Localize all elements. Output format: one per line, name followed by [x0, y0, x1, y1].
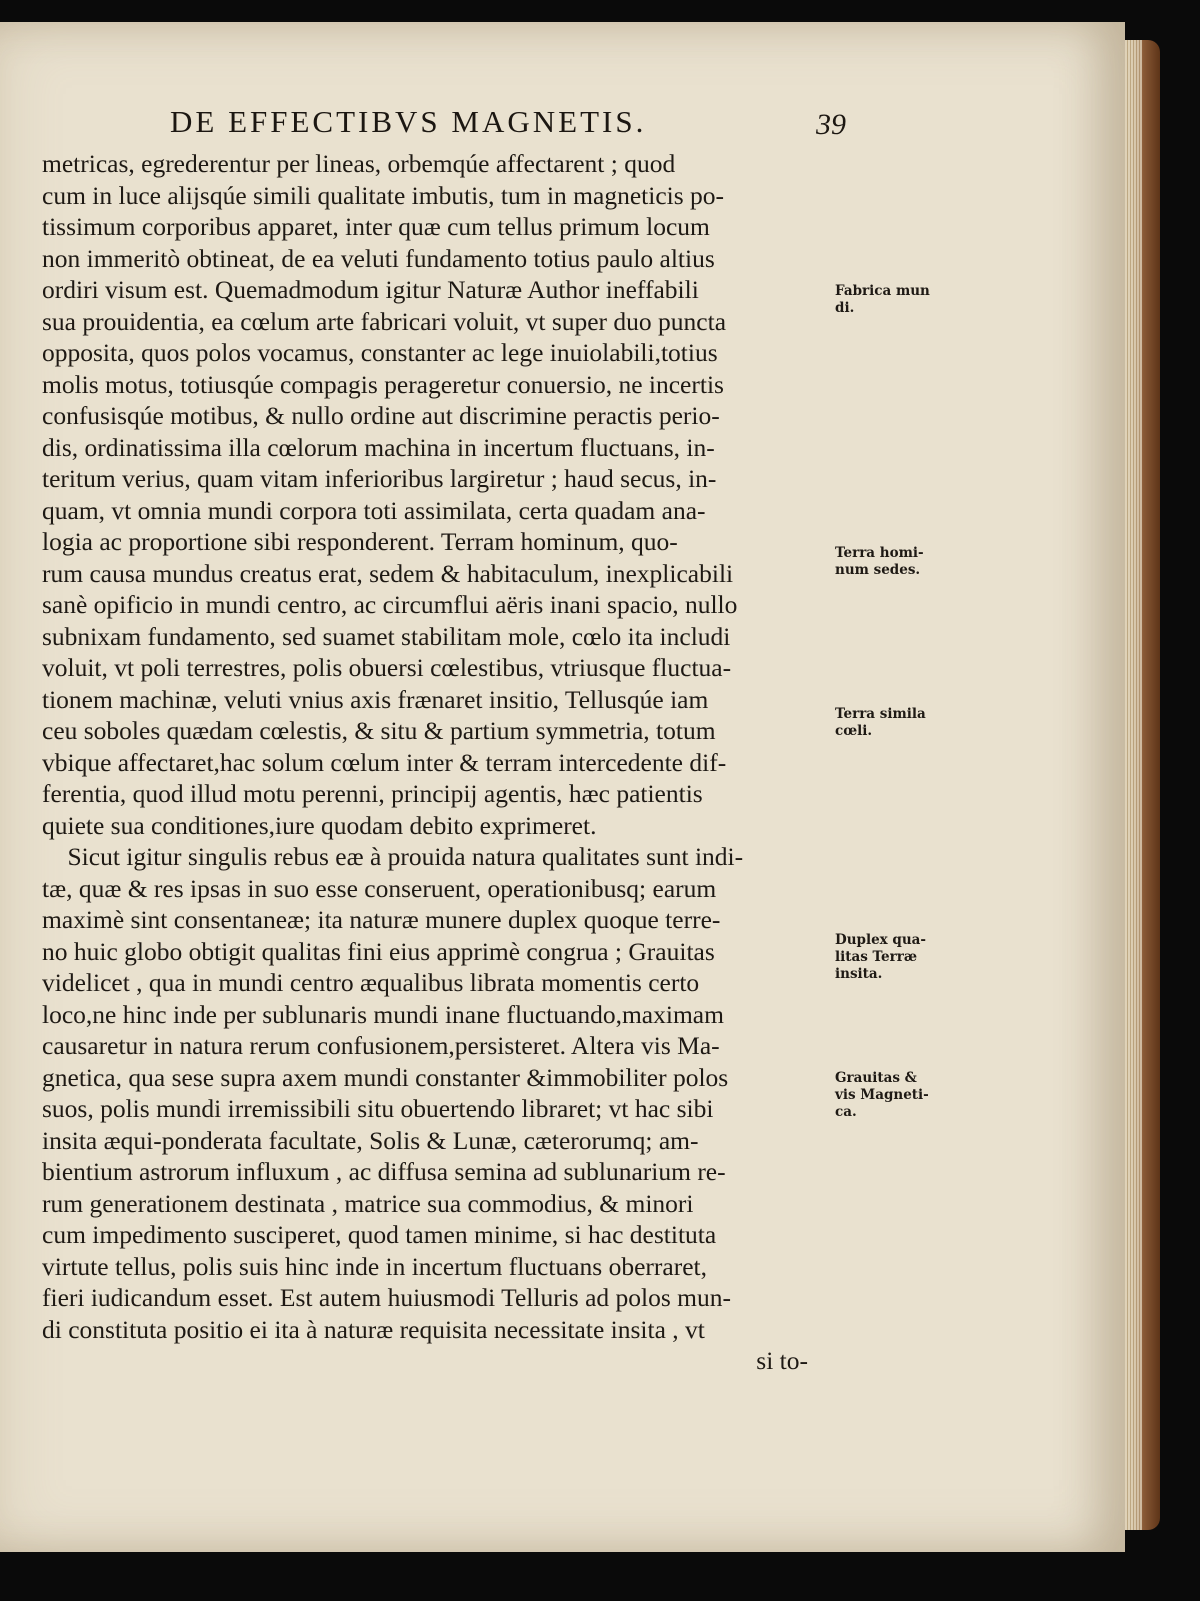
margin-note-fabrica-mundi [835, 283, 960, 317]
running-title: DE EFFECTIBVS MAGNETIS. [170, 104, 647, 139]
margin-note-line: Fabrica mun [835, 283, 930, 299]
text-line: sua prouidentia, ea cœlum arte fabricari voluit, vt super duo puncta [42, 306, 727, 336]
text-line: ceu soboles quædam cœlestis, & situ & partium symmetria, totum [42, 716, 716, 745]
text-line: non immeritò obtineat, de ea veluti fundamento totius paulo altius [42, 243, 715, 273]
body-text [42, 148, 842, 1377]
text-line: tionem machinæ, veluti vnius axis frænaret insitio, Tellusqúe iam [42, 684, 709, 714]
text-line: virtute tellus, polis suis hinc inde in incertum fluctuans oberraret, [42, 1251, 707, 1281]
text-line: ferentia, quod illud motu perenni, principij agentis, hæc patientis [42, 779, 703, 808]
margin-note-line: vis Magneti- [835, 1087, 929, 1103]
text-line: ordiri visum est. Quemadmodum igitur Naturæ Author ineffabili [42, 275, 699, 304]
text-line: vbique affectaret,hac solum cœlum inter & terram intercedente dif- [42, 747, 727, 777]
text-line: logia ac proportione sibi responderent. Terram hominum, quo- [42, 527, 678, 556]
text-line: maximè sint consentaneæ; ita naturæ munere duplex quoque terre- [42, 905, 721, 934]
margin-note-line: insita. [835, 966, 883, 982]
margin-note-line: cœli. [835, 723, 873, 739]
text-line: bientium astrorum influxum , ac diffusa semina ad sublunarium re- [42, 1157, 726, 1186]
text-line: quiete sua conditiones,iure quodam debito exprimeret. [42, 810, 597, 840]
text-line: molis motus, totiusqúe compagis perageretur conuersio, ne incertis [42, 369, 724, 399]
margin-note-line: Terra homi- [835, 545, 924, 561]
text-line: subnixam fundamento, sed suamet stabilitam mole, cœlo ita includi [42, 621, 731, 651]
text-line: rum generationem destinata , matrice sua commodius, & minori [42, 1188, 694, 1218]
text-line: videlicet , qua in mundi centro æqualibus librata momentis certo [42, 968, 700, 997]
margin-note-line: di. [835, 300, 855, 316]
text-line: rum causa mundus creatus erat, sedem & habitaculum, inexplicabili [42, 558, 734, 588]
text-line: voluit, vt poli terrestres, polis obuersi cœlestibus, vtriusque fluctua- [42, 653, 732, 682]
text-line: quam, vt omnia mundi corpora toti assimilata, certa quadam ana- [42, 495, 706, 525]
text-line: cum impedimento susciperet, quod tamen minime, si hac destituta [42, 1220, 717, 1249]
margin-note-line: litas Terræ [835, 949, 918, 965]
margin-note-terra-similis [835, 706, 960, 740]
paragraph-start-line: Sicut igitur singulis rebus eæ à prouida natura qualitates sunt indi- [42, 842, 744, 871]
margin-note-line: Grauitas & [835, 1070, 917, 1086]
text-line: loco,ne hinc inde per sublunaris mundi inane fluctuando,maximam [42, 999, 724, 1029]
text-line: opposita, quos polos vocamus, constanter ac lege inuiolabili,totius [42, 338, 718, 367]
margin-note-grauitas [835, 1070, 960, 1121]
text-line: tæ, quæ & res ipsas in suo esse conseruent, operationibusq; earum [42, 873, 717, 903]
text-line: di constituta positio ei ita à naturæ requisita necessitate insita , vt [42, 1314, 705, 1344]
page-number: 39 [816, 108, 846, 141]
text-line: teritum verius, quam vitam inferioribus largiretur ; haud secus, in- [42, 464, 717, 493]
text-line: gnetica, qua sese supra axem mundi constanter &immobiliter polos [42, 1062, 729, 1092]
text-line: sanè opificio in mundi centro, ac circumflui aëris inani spacio, nullo [42, 590, 738, 619]
margin-note-line: Duplex qua- [835, 932, 927, 948]
text-line: no huic globo obtigit qualitas fini eius apprimè congrua ; Grauitas [42, 936, 715, 966]
text-line: fieri iudicandum esset. Est autem huiusmodi Telluris ad polos mun- [42, 1283, 731, 1312]
margin-note-line: num sedes. [835, 562, 921, 578]
text-line: tissimum corporibus apparet, inter quæ cum tellus primum locum [42, 212, 710, 241]
margin-note-duplex-qualitas [835, 932, 960, 983]
margin-note-line: ca. [835, 1104, 857, 1120]
text-line: dis, ordinatissima illa cœlorum machina in incertum fluctuans, in- [42, 432, 715, 462]
text-line: cum in luce alijsqúe simili qualitate imbutis, tum in magneticis po- [42, 180, 725, 210]
catchword: si to- [756, 1346, 808, 1375]
text-line: causaretur in natura rerum confusionem,persisteret. Altera vis Ma- [42, 1031, 720, 1060]
text-line: insita æqui-ponderata facultate, Solis & Lunæ, cæterorumq; am- [42, 1125, 699, 1155]
text-line: suos, polis mundi irremissibili situ obuertendo libraret; vt hac sibi [42, 1094, 714, 1123]
margin-note-line: Terra simila [835, 706, 926, 722]
margin-note-terra-hominum [835, 545, 960, 579]
text-line: confusisqúe motibus, & nullo ordine aut discrimine peractis perio- [42, 401, 720, 430]
text-line: metricas, egrederentur per lineas, orbemqúe affectarent ; quod [42, 149, 676, 178]
